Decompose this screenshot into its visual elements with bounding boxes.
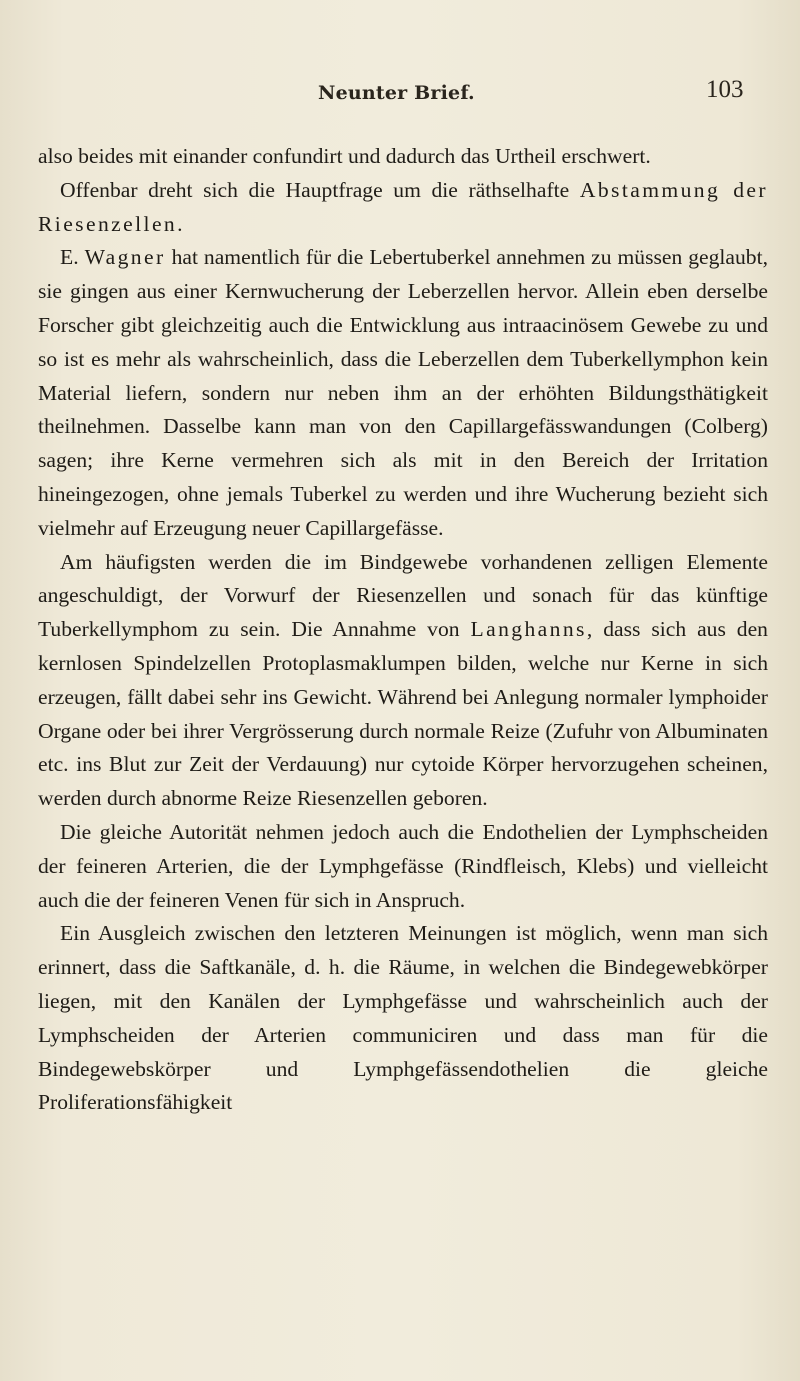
paragraph-5: Die gleiche Autorität nehmen jedoch auch die Endothelien der Lymphscheiden der feineren Arterien, die der Lymphgefässe (Rindfleisch, Klebs) und vielleicht auch die der feineren Venen für sich in Anspruch. (38, 819, 768, 912)
paragraph-4: Am häufigsten werden die im Bindgewebe vorhandenen zelligen Elemente angeschuldigt, der Vorwurf der Riesenzellen und sonach für das künftige Tuberkellymphom zu sein. Die Annahme von Langhanns, dass sich aus den kernlosen Spindelzellen Protoplasmaklumpen bilden, welche nur Kerne in sich erzeugen, fällt dabei sehr ins Gewicht. Während bei Anlegung normaler lymphoider Organe oder bei ihrer Vergrösserung durch normale Reize (Zufuhr von Albuminaten etc. ins Blut zur Zeit der Verdauung) nur cytoide Körper hervorzugehen scheinen, werden durch abnorme Reize Riesenzellen geboren. (38, 549, 768, 811)
author-name: Wagner (84, 245, 166, 270)
spaced-emphasis: Abstammung der Riesenzellen. (38, 177, 768, 236)
paragraph-2: Offenbar dreht sich die Hauptfrage um die räthselhafte Abstammung der Riesenzellen. (38, 177, 768, 236)
paragraph-6: Ein Ausgleich zwischen den letzteren Meinungen ist möglich, wenn man sich erinnert, dass die Saftkanäle, d. h. die Räume, in welchen die Bindegewebkörper liegen, mit den Kanälen der Lymphgefässe und wahrscheinlich auch der Lymphscheiden der Arterien communiciren und dass man für die Bindegewebskörper und Lymphgefässendothelien die gleiche Proliferationsfähigkeit (38, 921, 768, 1115)
body-text (38, 140, 768, 1120)
running-head: Neunter Brief. (318, 82, 475, 104)
paragraph-1: also beides mit einander confundirt und dadurch das Urtheil erschwert. (38, 144, 651, 168)
author-name: Langhanns (470, 617, 587, 642)
paragraph-3: E. Wagner hat namentlich für die Lebertuberkel annehmen zu müssen geglaubt, sie gingen aus einer Kernwucherung der Leberzellen hervor. Allein eben derselbe Forscher gibt gleichzeitig auch die Entwicklung aus intraacinösem Gewebe zu und so ist es mehr als wahrscheinlich, dass die Leberzellen dem Tuberkellymphon kein Material liefern, sondern nur neben ihm an der erhöhten Bildungsthätigkeit theilnehmen. Dasselbe kann man von den Capillargefässwandungen (Colberg) sagen; ihre Kerne vermehren sich als mit in den Bereich der Irritation hineingezogen, ohne jemals Tuberkel zu werden und ihre Wucherung bezieht sich vielmehr auf Erzeugung neuer Capillargefässe. (38, 245, 768, 540)
page-number: 103 (706, 76, 744, 103)
